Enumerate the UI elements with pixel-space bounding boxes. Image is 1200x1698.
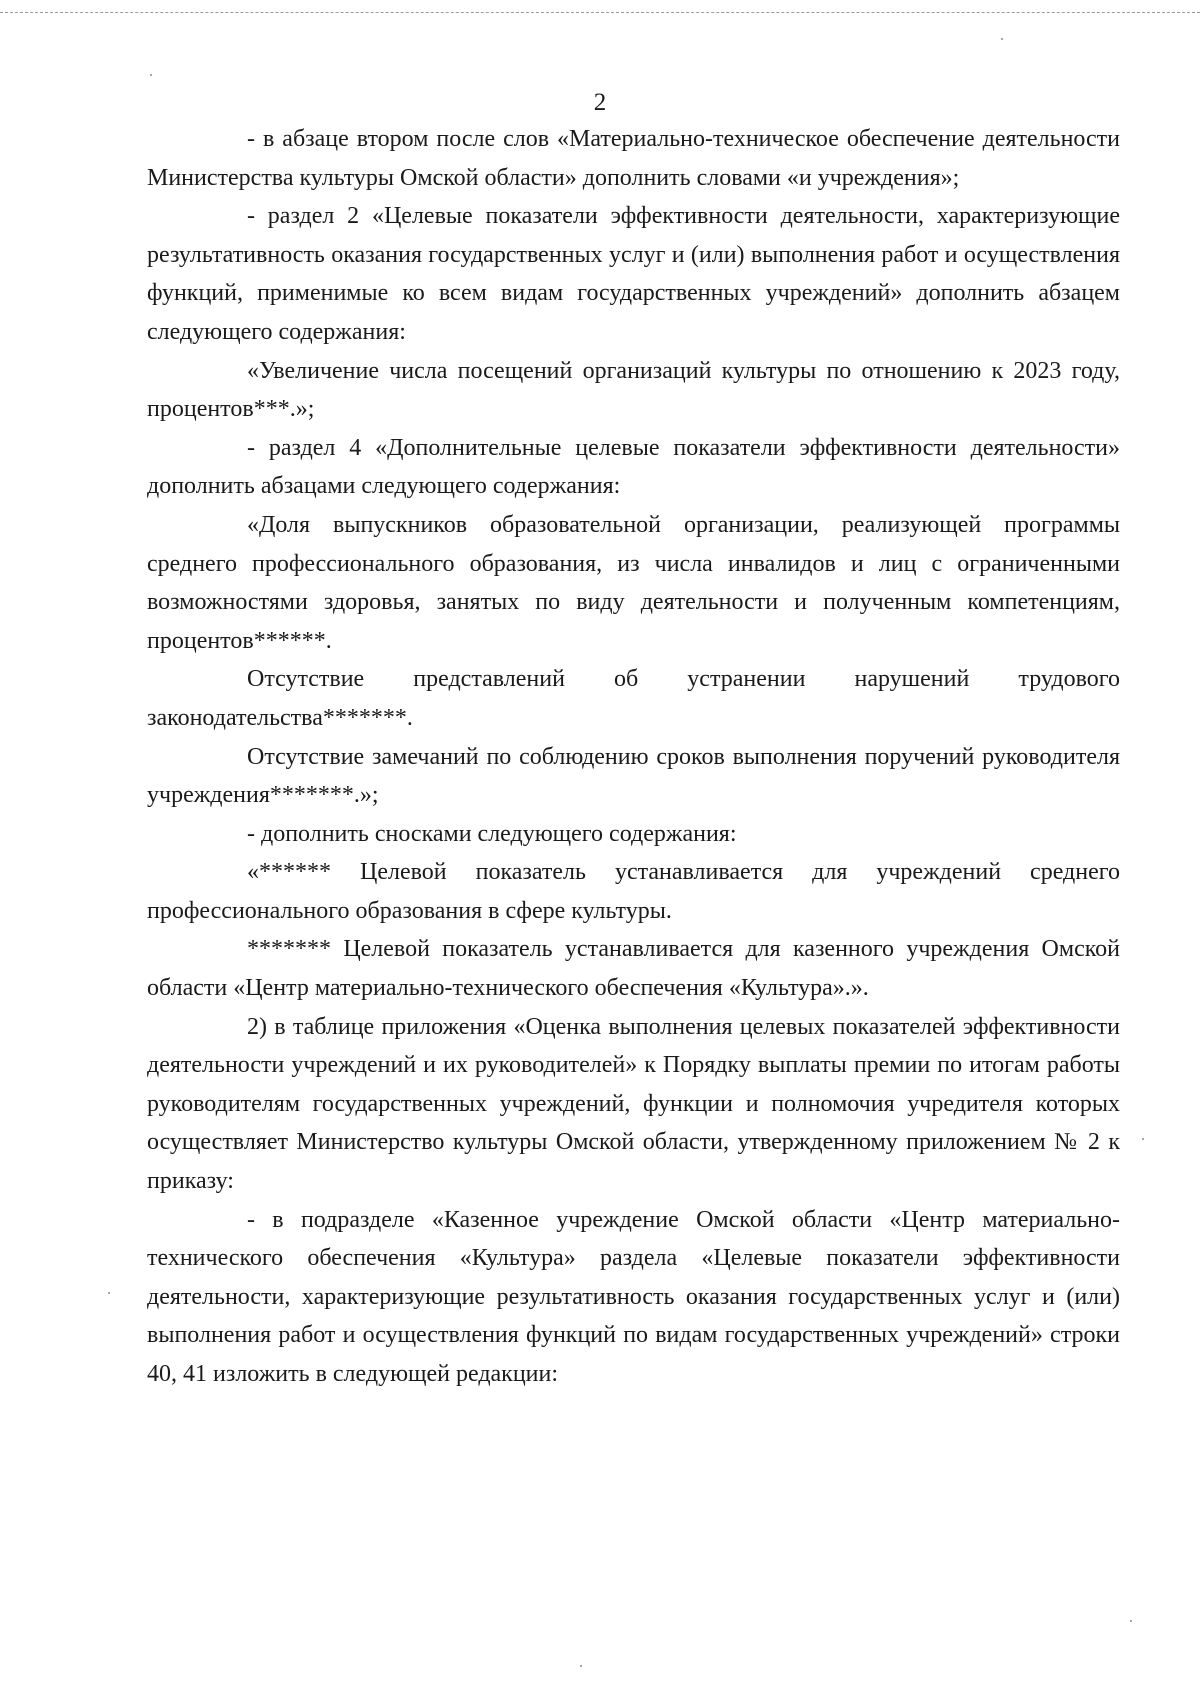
paragraph: Отсутствие замечаний по соблюдению сроков выполнения поручений руководителя учреждения*******.»; bbox=[147, 743, 1120, 809]
paragraph: 2) в таблице приложения «Оценка выполнения целевых показателей эффективности деятельности учреждений и их руководителей» к Порядку выплаты премии по итогам работы руководителям государственных учреждений, функции и полномочия учредителя которых осуществляет Министерство культуры Омской области, утвержденному приложением № 2 к приказу: bbox=[147, 1013, 1120, 1195]
scan-speck bbox=[150, 74, 152, 76]
paragraph: - раздел 4 «Дополнительные целевые показатели эффективности деятельности» дополнить абзацами следующего содержания: bbox=[147, 434, 1120, 500]
scan-speck bbox=[1130, 1620, 1132, 1622]
paragraph: «Увеличение числа посещений организаций культуры по отношению к 2023 году, процентов***.»; bbox=[147, 357, 1120, 423]
paragraph: - дополнить сносками следующего содержания: bbox=[247, 820, 737, 847]
paragraph: - в абзаце втором после слов «Материально-техническое обеспечение деятельности Министерства культуры Омской области» дополнить словами «и учреждения»; bbox=[147, 126, 1120, 191]
footnote-paragraph: ******* Целевой показатель устанавливается для казенного учреждения Омской области «Центр материально-технического обеспечения «Культура».». bbox=[147, 936, 1120, 1002]
paragraph: Отсутствие представлений об устранении нарушений трудового законодательства*******. bbox=[147, 666, 1120, 731]
scan-speck bbox=[1142, 1138, 1144, 1140]
scan-speck bbox=[1001, 38, 1003, 40]
paragraph: - раздел 2 «Целевые показатели эффективности деятельности, характеризующие результативность оказания государственных услуг и (или) выполнения работ и осуществления функций, применимые ко всем видам государственных учреждений» дополнить абзацем следующего содержания: bbox=[147, 203, 1120, 345]
paragraph: «Доля выпускников образовательной организации, реализующей программы среднего профессионального образования, из числа инвалидов и лиц с ограниченными возможностями здоровья, занятых по виду деятельности и полученным компетенциям, процентов******. bbox=[147, 511, 1120, 654]
page-number: 2 bbox=[593, 89, 607, 116]
document-body bbox=[147, 120, 1120, 1394]
scan-top-edge bbox=[0, 12, 1200, 13]
scan-speck bbox=[580, 1665, 582, 1667]
footnote-paragraph: «****** Целевой показатель устанавливается для учреждений среднего профессионального образования в сфере культуры. bbox=[147, 859, 1120, 924]
scan-speck bbox=[108, 1292, 110, 1294]
paragraph: - в подразделе «Казенное учреждение Омской области «Центр материально-технического обеспечения «Культура» раздела «Целевые показатели эффективности деятельности, характеризующие результативность оказания государственных услуг и (или) выполнения работ и осуществления функций по видам государственных учреждений» строки 40, 41 изложить в следующей редакции: bbox=[147, 1206, 1120, 1387]
